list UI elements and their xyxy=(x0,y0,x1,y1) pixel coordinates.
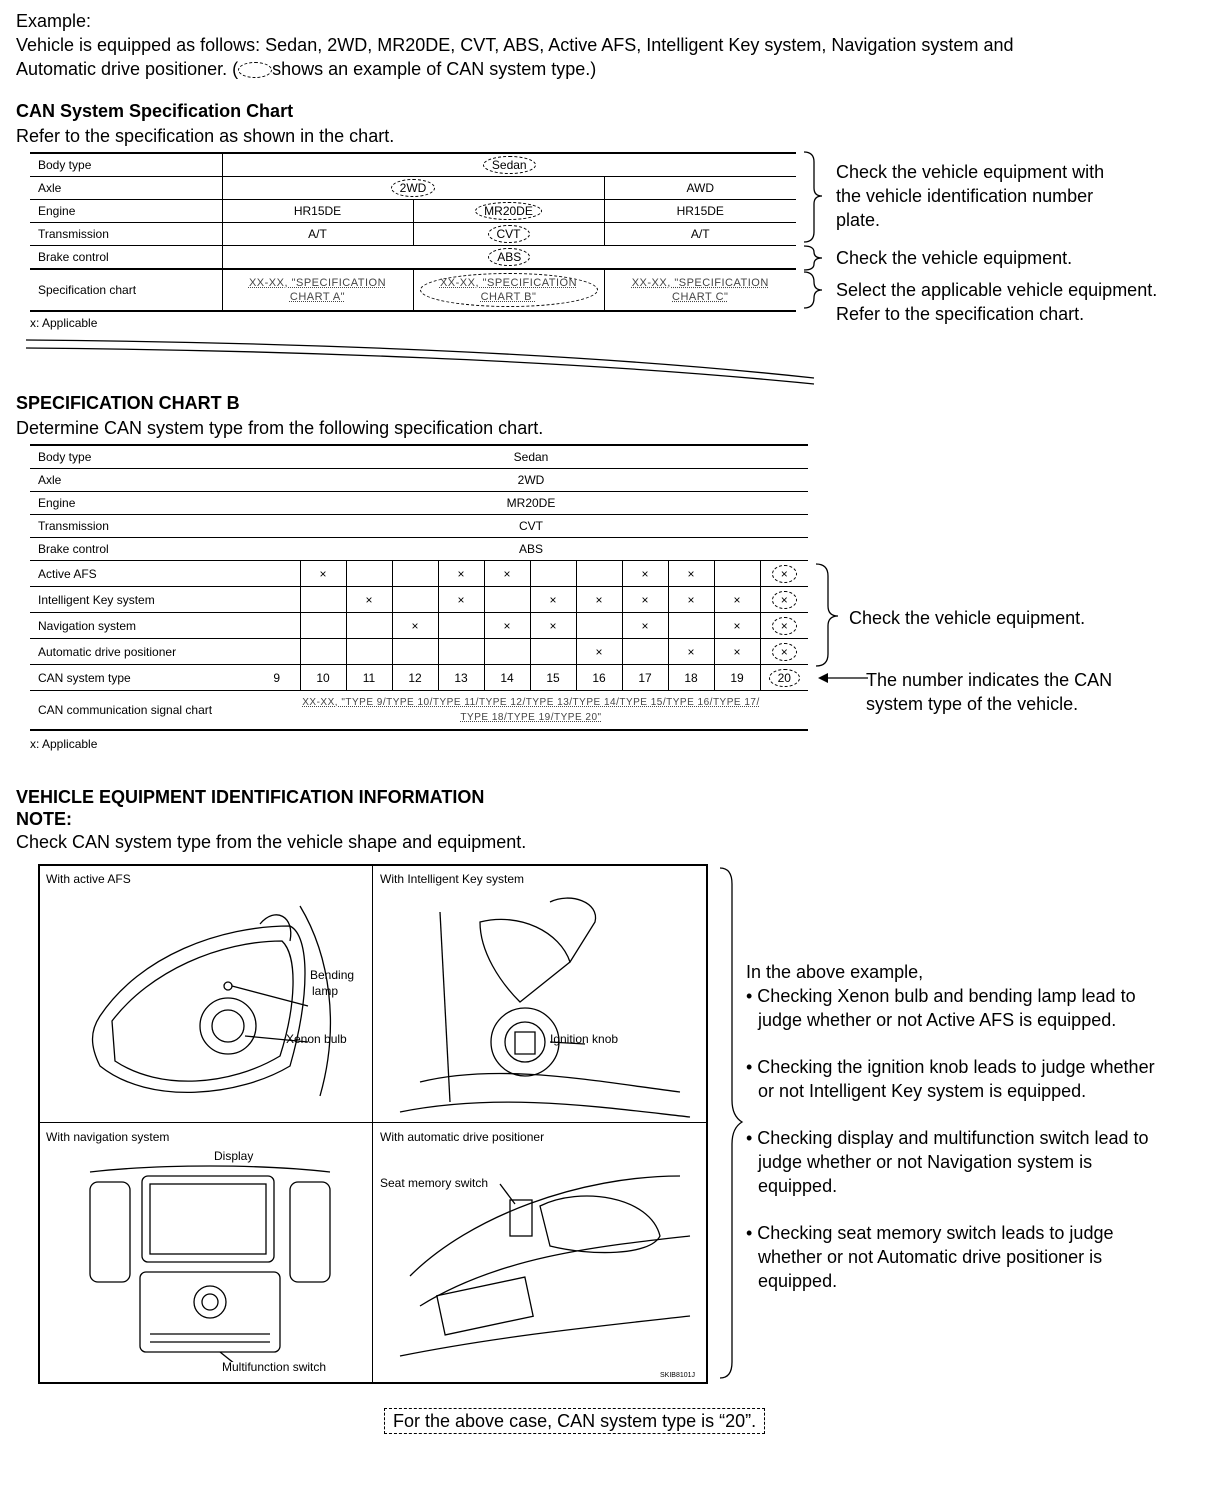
explanation-b3: • Checking display and multifunction switch lead to xyxy=(746,1128,1149,1148)
chart1-trans-label: Transmission xyxy=(30,223,222,246)
chart2-header-label: Axle xyxy=(30,469,254,492)
chart2-mark-cell xyxy=(346,587,392,613)
chart2-mark-cell xyxy=(300,561,346,587)
chart2-mark-cell xyxy=(668,639,714,665)
panel-nav-label-multifunction: Multifunction switch xyxy=(222,1360,327,1374)
chart2-mark-cell xyxy=(622,561,668,587)
panel-adp-label-seat: Seat memory switch xyxy=(380,1176,489,1190)
chart2-type-value: 15 xyxy=(546,670,560,685)
door-illustration xyxy=(380,1156,700,1376)
chart2-mark-cell xyxy=(438,613,484,639)
chart2-header-row xyxy=(30,538,808,561)
chart2-mark-cell xyxy=(484,587,530,613)
explanation-b1b: judge whether or not Active AFS is equipped. xyxy=(758,1010,1117,1030)
chart2-header-row xyxy=(30,515,808,538)
chart2-mark: × xyxy=(549,618,557,633)
brace-icon xyxy=(804,246,822,270)
chart2-mark: × xyxy=(411,618,419,633)
chart2-type-value: 12 xyxy=(408,670,422,685)
panel-nav-label-display: Display xyxy=(214,1149,254,1163)
explanation-b3b: judge whether or not Navigation system is xyxy=(758,1152,1093,1172)
chart2-mark-cell xyxy=(668,613,714,639)
chart2-type-cell xyxy=(530,665,576,691)
intro-example-label: Example: xyxy=(16,11,92,31)
chart2-header-label: Engine xyxy=(30,492,254,515)
equipment-heading: VEHICLE EQUIPMENT IDENTIFICATION INFORMATION xyxy=(16,787,485,807)
chart1-engine-v1: HR15DE xyxy=(222,200,413,223)
chart2-annotation-2a: The number indicates the CAN xyxy=(866,670,1113,690)
dashed-ellipse-icon xyxy=(238,62,272,78)
chart1-row-engine xyxy=(30,200,796,223)
chart2-type-cell xyxy=(760,665,808,691)
chart2-mark: × xyxy=(772,643,797,661)
chart2-mark-cell xyxy=(484,613,530,639)
chart2-mark-cell xyxy=(760,639,808,665)
chart2-mark-cell xyxy=(346,561,392,587)
ignition-illustration xyxy=(380,892,700,1118)
chart2-type-cell xyxy=(438,665,484,691)
chart2-equipment-row xyxy=(30,639,808,665)
chart2-type-value: 20 xyxy=(769,669,800,687)
chart1-row-spec xyxy=(30,269,796,311)
chart1-spec-b xyxy=(413,269,604,311)
chart1-subheading: Refer to the specification as shown in the chart. xyxy=(16,126,395,146)
chart2-mark-cell xyxy=(484,561,530,587)
chart2-mark-cell xyxy=(576,613,622,639)
panel-afs-label-xenon: Xenon bulb xyxy=(286,1032,347,1046)
chart2-equipment-row xyxy=(30,613,808,639)
explanation-intro: In the above example, xyxy=(746,962,924,982)
chart2-heading: SPECIFICATION CHART B xyxy=(16,393,240,413)
chart2-mark-cell xyxy=(530,639,576,665)
headlamp-illustration xyxy=(60,896,360,1116)
chart2-mark: × xyxy=(772,591,797,609)
chart2-type-value: 14 xyxy=(500,670,514,685)
chart2-equipment-row xyxy=(30,561,808,587)
chart2-equipment-label: Intelligent Key system xyxy=(30,587,254,613)
chart2-mark: × xyxy=(457,592,465,607)
chart2-header-row xyxy=(30,492,808,515)
chart1-axle-v2: AWD xyxy=(604,177,796,200)
chart1-brake-value: ABS xyxy=(488,248,530,266)
chart2-mark-cell xyxy=(760,613,808,639)
chart2-mark: × xyxy=(641,566,649,581)
chart2-type-value: 16 xyxy=(592,670,606,685)
chart2-mark-cell xyxy=(530,613,576,639)
chart2-mark-cell xyxy=(484,639,530,665)
chart2-mark-cell xyxy=(438,639,484,665)
chart2-mark-cell xyxy=(254,613,300,639)
chart2-type-value: 18 xyxy=(684,670,698,685)
chart2-type-cell xyxy=(668,665,714,691)
explanation-b4: • Checking seat memory switch leads to judge xyxy=(746,1223,1114,1243)
chart1-heading: CAN System Specification Chart xyxy=(16,101,294,121)
chart1-engine-v2: MR20DE xyxy=(475,202,542,220)
arrowhead-icon xyxy=(818,673,828,683)
chart2-type-value: 11 xyxy=(362,670,376,685)
chart1-row-axle xyxy=(30,177,796,200)
chart2-mark-cell xyxy=(530,587,576,613)
chart2-mark-cell xyxy=(714,587,760,613)
chart2-mark: × xyxy=(772,617,797,635)
chart2-mark-cell xyxy=(714,613,760,639)
equipment-figure xyxy=(38,864,708,1384)
chart2-signal-value2: TYPE 18/TYPE 19/TYPE 20" xyxy=(460,712,602,723)
chart2-header-value: ABS xyxy=(254,538,808,561)
chart1-braces xyxy=(800,150,840,315)
chart1-spec-c2: CHART C" xyxy=(672,291,729,303)
chart2-header-label: Transmission xyxy=(30,515,254,538)
chart2-type-cell xyxy=(714,665,760,691)
chart2-mark-cell xyxy=(392,613,438,639)
panel-ikey-title: With Intelligent Key system xyxy=(380,872,525,886)
chart1-trans-v1: A/T xyxy=(222,223,413,246)
equipment-note-label: NOTE: xyxy=(16,809,72,829)
chart1-annotation-1c: plate. xyxy=(836,210,881,230)
chart2-type-cell xyxy=(392,665,438,691)
chart2-mark: × xyxy=(733,592,741,607)
chart2-header-row xyxy=(30,446,808,469)
chart2-mark-cell xyxy=(346,613,392,639)
chart2-header-row xyxy=(30,469,808,492)
chart2-header-value: 2WD xyxy=(254,469,808,492)
chart1-applicable-note: x: Applicable xyxy=(30,316,98,330)
chart1-body-value: Sedan xyxy=(483,156,536,174)
chart1-annotation-1b: the vehicle identification number xyxy=(836,186,1094,206)
chart2-type-cell xyxy=(346,665,392,691)
chart1-spec-a xyxy=(222,269,413,311)
chart2-mark-cell xyxy=(622,587,668,613)
chart1-annotation-2: Check the vehicle equipment. xyxy=(836,248,1073,268)
chart1-body-label: Body type xyxy=(30,154,222,177)
chart2-mark: × xyxy=(687,566,695,581)
chart2-annotation-1: Check the vehicle equipment. xyxy=(849,608,1086,628)
chart2-mark: × xyxy=(549,592,557,607)
chart2-annotation-2b: system type of the vehicle. xyxy=(866,694,1079,714)
chart2-type-row xyxy=(30,665,808,691)
chart2-mark-cell xyxy=(714,639,760,665)
panel-adp-title: With automatic drive positioner xyxy=(380,1130,545,1144)
chart1-spec-a1: XX-XX, "SPECIFICATION xyxy=(248,277,387,289)
chart2-header-label: Body type xyxy=(30,446,254,469)
chart1-spec-label: Specification chart xyxy=(30,269,222,311)
chart2-mark-cell xyxy=(576,587,622,613)
chart2-subheading: Determine CAN system type from the following specification chart. xyxy=(16,418,544,438)
chart2-mark-cell xyxy=(622,613,668,639)
chart1-annotation-3a: Select the applicable vehicle equipment. xyxy=(836,280,1158,300)
chart2-equipment-label: Automatic drive positioner xyxy=(30,639,254,665)
chart2-header-value: CVT xyxy=(254,515,808,538)
chart1-axle-label: Axle xyxy=(30,177,222,200)
brace-icon xyxy=(720,868,742,1378)
chart2-mark: × xyxy=(503,566,511,581)
explanation-b2: • Checking the ignition knob leads to judge whether xyxy=(746,1057,1155,1077)
explanation-b4b: whether or not Automatic drive positioner is xyxy=(758,1247,1103,1267)
conclusion-box: For the above case, CAN system type is “20”. xyxy=(384,1408,765,1434)
chart1-spec-b2: CHART B" xyxy=(480,291,537,303)
chart1-spec-b1: XX-XX, "SPECIFICATION xyxy=(439,277,578,289)
chart2-mark: × xyxy=(503,618,511,633)
chart2-type-label: CAN system type xyxy=(30,665,254,691)
explanation-b3c: equipped. xyxy=(758,1176,838,1196)
chart2-mark-cell xyxy=(254,561,300,587)
chart2-mark: × xyxy=(733,644,741,659)
chart2-type-value: 10 xyxy=(316,670,330,685)
chart2-type-value: 9 xyxy=(273,670,281,685)
chart2-mark-cell xyxy=(760,587,808,613)
panel-afs-title: With active AFS xyxy=(46,872,131,886)
chart1-annotation-1a: Check the vehicle equipment with xyxy=(836,162,1105,182)
chart2-mark-cell xyxy=(254,639,300,665)
chart1-spec-c1: XX-XX, "SPECIFICATION xyxy=(631,277,769,289)
chart1-trans-v2: CVT xyxy=(488,225,530,243)
section-break-wave xyxy=(24,332,824,388)
chart2-header-value: MR20DE xyxy=(254,492,808,515)
figure-code: SKIB8101J xyxy=(660,1372,696,1379)
chart2-mark-cell xyxy=(300,639,346,665)
chart2-mark-cell xyxy=(392,587,438,613)
chart2-mark: × xyxy=(687,644,695,659)
panel-afs-label-bending: Bending xyxy=(310,968,355,982)
chart1-table xyxy=(30,152,796,312)
chart1-brake-label: Brake control xyxy=(30,246,222,270)
chart2-mark-cell xyxy=(760,561,808,587)
chart2-mark-cell xyxy=(438,561,484,587)
chart1-engine-label: Engine xyxy=(30,200,222,223)
chart1-engine-v3: HR15DE xyxy=(604,200,796,223)
explanation-b2b: or not Intelligent Key system is equipped. xyxy=(758,1081,1087,1101)
chart2-mark-cell xyxy=(392,561,438,587)
chart2-type-cell xyxy=(254,665,300,691)
equipment-brace xyxy=(716,864,746,1382)
chart1-row-transmission xyxy=(30,223,796,246)
chart2-signal-value1: XX-XX, "TYPE 9/TYPE 10/TYPE 11/TYPE 12/TYPE 13/TYPE 14/TYPE 15/TYPE 16/TYPE 17/ xyxy=(302,697,760,708)
intro-equipment-line: Vehicle is equipped as follows: Sedan, 2WD, MR20DE, CVT, ABS, Active AFS, Intelligent Key system, Navigation system and xyxy=(16,35,1014,55)
intro-line3a: Automatic drive positioner. ( xyxy=(16,59,239,79)
chart2-mark-cell xyxy=(622,639,668,665)
chart2-type-value: 19 xyxy=(730,670,744,685)
chart2-equipment-row xyxy=(30,587,808,613)
chart1-annotation-3b: Refer to the specification chart. xyxy=(836,304,1085,324)
chart2-mark: × xyxy=(595,644,603,659)
chart1-row-brake xyxy=(30,246,796,270)
explanation-b1: • Checking Xenon bulb and bending lamp lead to xyxy=(746,986,1136,1006)
chart1-spec-c xyxy=(604,269,796,311)
chart2-mark: × xyxy=(733,618,741,633)
chart2-mark: × xyxy=(457,566,465,581)
chart2-mark: × xyxy=(641,618,649,633)
chart2-mark-cell xyxy=(438,587,484,613)
chart2-header-label: Brake control xyxy=(30,538,254,561)
chart2-type-cell xyxy=(622,665,668,691)
chart2-signal-label: CAN communication signal chart xyxy=(30,691,254,731)
intro-line3b: shows an example of CAN system type.) xyxy=(272,59,597,79)
equipment-note-text: Check CAN system type from the vehicle shape and equipment. xyxy=(16,832,527,852)
chart2-applicable-note: x: Applicable xyxy=(30,737,98,751)
chart2-type-cell xyxy=(484,665,530,691)
explanation-b4c: equipped. xyxy=(758,1271,838,1291)
chart2-type-cell xyxy=(576,665,622,691)
chart2-type-cell xyxy=(300,665,346,691)
chart2-table xyxy=(30,444,808,731)
brace-icon xyxy=(816,564,838,666)
chart2-mark-cell xyxy=(576,561,622,587)
intro-line3 xyxy=(16,57,596,81)
chart2-mark-cell xyxy=(530,561,576,587)
chart2-mark-cell xyxy=(714,561,760,587)
chart2-mark-cell xyxy=(254,587,300,613)
chart2-mark-cell xyxy=(576,639,622,665)
chart2-mark-cell xyxy=(668,561,714,587)
panel-afs-label-lamp: lamp xyxy=(312,984,339,998)
chart1-axle-v1: 2WD xyxy=(391,179,436,197)
chart2-mark-cell xyxy=(300,587,346,613)
chart2-type-value: 13 xyxy=(454,670,468,685)
chart2-equipment-label: Active AFS xyxy=(30,561,254,587)
chart2-mark-cell xyxy=(392,639,438,665)
chart2-mark: × xyxy=(365,592,373,607)
chart2-mark-cell xyxy=(300,613,346,639)
chart2-mark: × xyxy=(641,592,649,607)
chart2-mark: × xyxy=(772,565,797,583)
chart2-mark: × xyxy=(687,592,695,607)
chart1-spec-a2: CHART A" xyxy=(289,291,346,303)
chart2-signal-value xyxy=(254,691,808,731)
chart1-trans-v3: A/T xyxy=(604,223,796,246)
chart2-type-value: 17 xyxy=(638,670,652,685)
chart2-header-value: Sedan xyxy=(254,446,808,469)
chart1-row-body xyxy=(30,154,796,177)
brace-icon xyxy=(804,152,822,242)
panel-nav-title: With navigation system xyxy=(46,1130,170,1144)
chart2-mark-cell xyxy=(346,639,392,665)
chart2-row-signal xyxy=(30,691,808,731)
navigation-illustration xyxy=(80,1162,340,1362)
panel-ikey-label-knob: Ignition knob xyxy=(550,1032,619,1046)
chart2-equipment-label: Navigation system xyxy=(30,613,254,639)
chart2-mark: × xyxy=(595,592,603,607)
chart2-mark-cell xyxy=(668,587,714,613)
brace-icon xyxy=(804,272,822,308)
chart2-mark: × xyxy=(319,566,327,581)
